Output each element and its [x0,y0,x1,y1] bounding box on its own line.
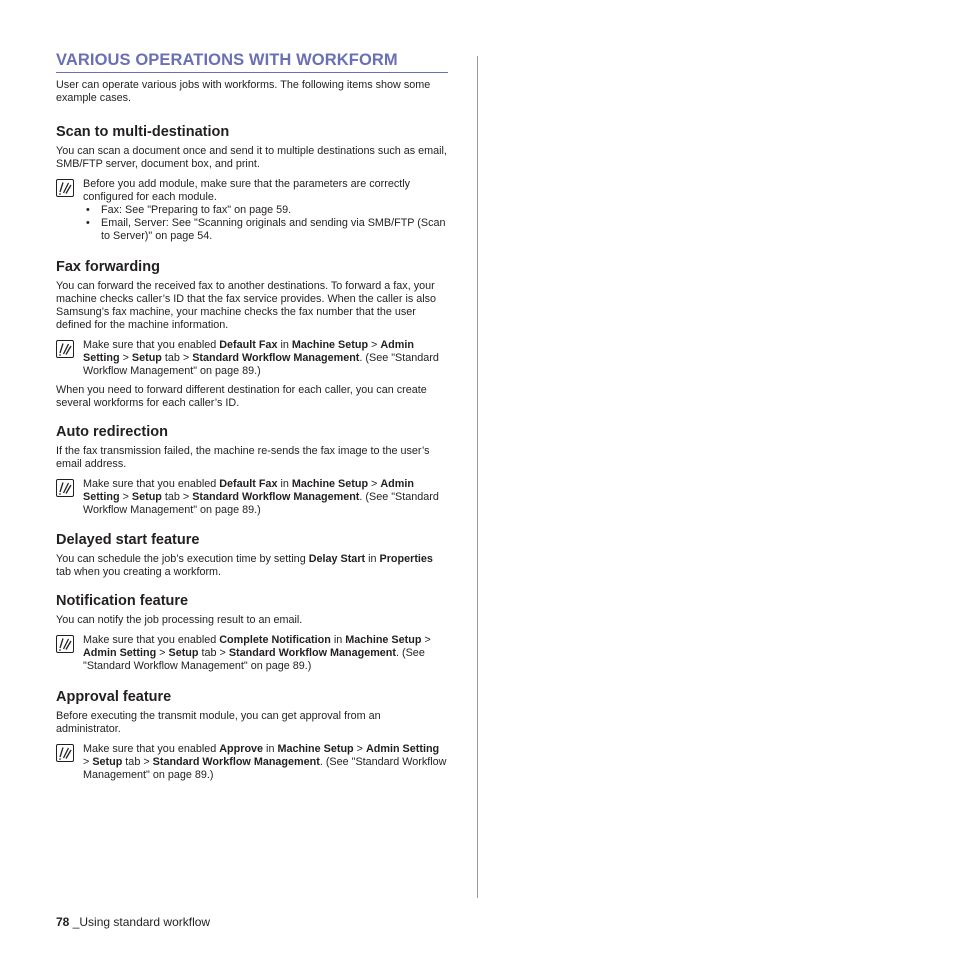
delayed-body [56,553,448,579]
note-bold: Setup [131,352,162,364]
note-pencil-icon [56,479,74,497]
body-bold: Properties [379,553,433,565]
note-text: Make sure that you enabled [83,743,220,755]
scan-note [56,178,448,243]
note-text: . (See "Standard Workflow Management" on page 89.) [83,647,425,672]
heading-approval: Approval feature [56,689,172,705]
heading-delayed-start: Delayed start feature [56,532,200,548]
note-bold: Default Fax [219,339,278,351]
note-pencil-icon [56,179,74,197]
note-text: . (See "Standard Workflow Management" on page 89.) [83,756,447,781]
note-text: > [421,634,431,646]
note-text: > [119,491,132,503]
scan-body: You can scan a document once and send it to multiple destinations such as email, SMB/FTP server, document box, and print. [56,145,447,170]
note-text: . (See "Standard Workflow Management" on page 89.) [83,491,439,516]
list-item: • Fax: See "Preparing to fax" on page 59. [83,204,448,217]
note-bold: Admin Setting [365,743,440,755]
notification-body: You can notify the job processing result to an email. [56,614,303,626]
intro-text: User can operate various jobs with workforms. The following items show some example cases. [56,79,431,104]
note-text: > [119,352,132,364]
note-text: in [330,634,346,646]
note-text: tab > [198,647,229,659]
notification-note [56,634,448,673]
approval-body: Before executing the transmit module, you can get approval from an administrator. [56,710,381,735]
note-bold: Standard Workflow Management [192,491,360,503]
note-text: > [83,756,93,768]
note-text: > [156,647,169,659]
note-bold: Machine Setup [277,743,354,755]
redirect-note [56,478,448,517]
note-bold: Machine Setup [291,478,369,490]
note-bold: Admin Setting [83,339,414,364]
note-pencil-icon [56,744,74,762]
note-text: > [368,478,381,490]
list-item: • Email, Server: See "Scanning originals and sending via SMB/FTP (Scan to Server)" on page 54. [83,217,448,243]
note-bold: Machine Setup [291,339,369,351]
note-text: > [353,743,366,755]
page-title: VARIOUS OPERATIONS WITH WORKFORM [56,50,448,73]
fax-body: You can forward the received fax to another destinations. To forward a fax, your machine checks caller’s ID that the fax service provides. When the caller is also Samsung’s fax machine, your machine checks the fax number that the user defined for the machine information. [56,280,437,331]
note-bold: Setup [168,647,199,659]
heading-scan: Scan to multi-destination [56,124,230,140]
note-text: > [368,339,381,351]
note-bold: Complete Notification [219,634,331,646]
note-bold: Standard Workflow Management [192,352,360,364]
note-text: in [277,339,292,351]
note-text: Make sure that you enabled [83,478,220,490]
column-divider [477,56,478,898]
note-bold: Default Fax [219,478,278,490]
fax-note [56,339,448,378]
redirect-body: If the fax transmission failed, the machine re-sends the fax image to the user’s email address. [56,445,430,470]
note-bold: Setup [131,491,162,503]
note-text: . (See "Standard Workflow Management" on page 89.) [83,352,439,377]
note-bold: Admin Setting [83,647,157,659]
scan-note-text: Before you add module, make sure that the parameters are correctly configured for each module. [83,178,411,203]
heading-notification: Notification feature [56,593,189,609]
note-pencil-icon [56,635,74,653]
page-footer [56,915,210,929]
body-bold: Delay Start [308,553,366,565]
heading-fax-forwarding: Fax forwarding [56,259,160,275]
note-bold: Standard Workflow Management [152,756,320,768]
note-text: in [263,743,278,755]
note-bold: Standard Workflow Management [228,647,397,659]
note-text: tab > [122,756,153,768]
heading-auto-redirection: Auto redirection [56,424,168,440]
note-bold: Setup [92,756,123,768]
note-text: in [277,478,292,490]
footer-text: _Using standard workflow [69,915,211,929]
approval-note [56,743,448,782]
body-text: You can schedule the job’s execution time by setting [56,553,309,565]
note-text: tab > [161,491,193,503]
scan-note-list [83,204,448,243]
note-text: tab > [161,352,193,364]
fax-after: When you need to forward different destination for each caller, you can create several workforms for each caller’s ID. [56,384,427,409]
note-bold: Approve [219,743,264,755]
left-column [56,50,448,782]
page-number: 78 [56,915,70,929]
note-pencil-icon [56,340,74,358]
body-text: in [365,553,380,565]
note-bold: Machine Setup [345,634,422,646]
body-text: tab when you creating a workform. [56,566,222,578]
note-bold: Admin Setting [83,478,414,503]
note-text: Make sure that you enabled [83,634,220,646]
note-text: Make sure that you enabled [83,339,220,351]
